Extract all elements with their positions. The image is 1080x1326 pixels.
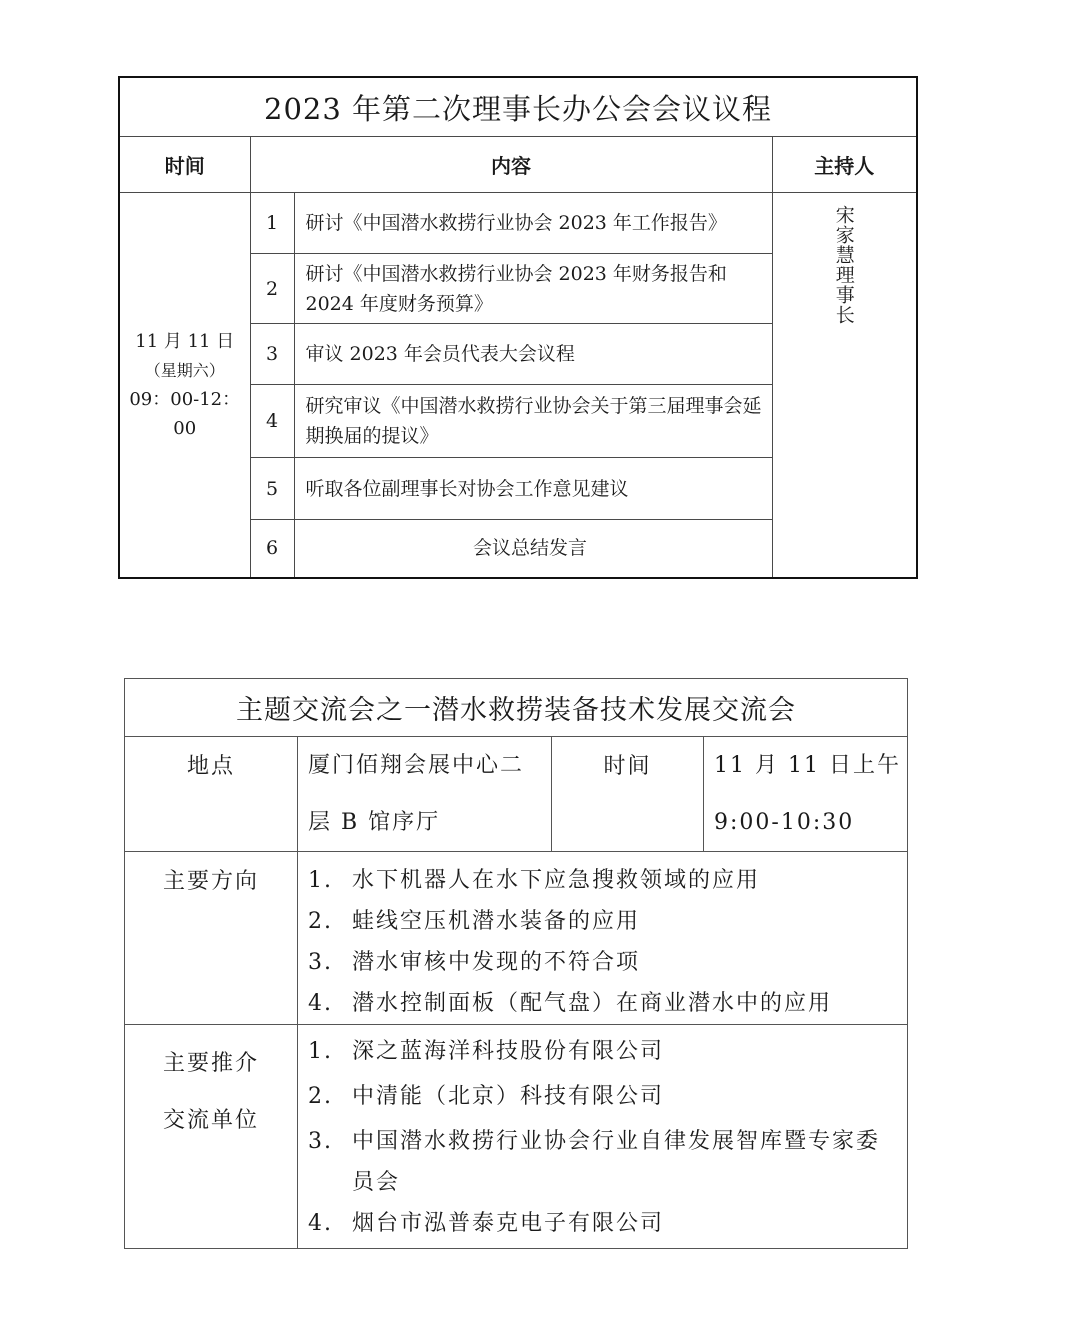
- directions-label: 主要方向: [125, 852, 298, 1025]
- list-item: 2. 蛙线空压机潜水装备的应用: [308, 909, 641, 934]
- list-item: 1. 水下机器人在水下应急搜救领域的应用: [308, 868, 761, 893]
- agenda-item-number: 5: [250, 458, 294, 520]
- meeting-date: 11 月 11 日: [135, 330, 235, 352]
- agenda-table: [118, 76, 918, 579]
- units-cell: [298, 1025, 908, 1249]
- host-cell: [772, 193, 917, 578]
- header-host: 主持人: [772, 137, 917, 193]
- list-item: 3. 潜水审核中发现的不符合项: [308, 950, 641, 975]
- header-time: 时间: [119, 137, 250, 193]
- directions-list: [298, 860, 907, 1024]
- agenda-item-text: 研究审议《中国潜水救捞行业协会关于第三届理事会延期换届的提议》: [294, 385, 772, 458]
- meeting-time-range-end: 00: [173, 417, 197, 439]
- time-label: 时间: [552, 737, 704, 852]
- agenda-item-number: 1: [250, 193, 294, 254]
- directions-cell: [298, 852, 908, 1025]
- list-item: 4. 潜水控制面板（配气盘）在商业潜水中的应用: [308, 991, 833, 1016]
- agenda-item-number: 3: [250, 324, 294, 385]
- units-label-cell: [125, 1025, 298, 1249]
- agenda-item-text: 研讨《中国潜水救捞行业协会 2023 年工作报告》: [294, 193, 772, 254]
- agenda-item-text: 审议 2023 年会员代表大会议程: [294, 324, 772, 385]
- list-item: 4. 烟台市泓普泰克电子有限公司: [308, 1211, 665, 1236]
- time-value: 11 月 11 日上午9:00-10:30: [704, 737, 908, 852]
- list-item: 1. 深之蓝海洋科技股份有限公司: [308, 1039, 665, 1064]
- agenda-title: 2023 年第二次理事长办公会会议议程: [119, 77, 917, 137]
- agenda-item-number: 4: [250, 385, 294, 458]
- location-label: 地点: [125, 737, 298, 852]
- location-value: 厦门佰翔会展中心二层 B 馆序厅: [298, 737, 552, 852]
- meeting-time-range: 09：00-12：: [129, 388, 241, 410]
- units-label: 主要推介: [162, 1051, 259, 1076]
- agenda-item-number: 2: [250, 254, 294, 324]
- exchange-table: [124, 678, 908, 1249]
- list-item: 2. 中清能（北京）科技有限公司: [308, 1084, 665, 1109]
- meeting-time-cell: [119, 193, 250, 578]
- meeting-weekday: （星期六）: [144, 360, 225, 380]
- agenda-item-text: 研讨《中国潜水救捞行业协会 2023 年财务报告和 2024 年度财务预算》: [294, 254, 772, 324]
- units-list: [298, 1031, 907, 1244]
- agenda-item-number: 6: [250, 520, 294, 578]
- units-label-second-line: 交流单位: [162, 1108, 259, 1133]
- agenda-item-text: 会议总结发言: [294, 520, 772, 578]
- host-name: 宋家慧理事长: [832, 205, 855, 325]
- list-item: 3. 中国潜水救捞行业协会行业自律发展智库暨专家委员会: [308, 1129, 881, 1195]
- header-content: 内容: [250, 137, 772, 193]
- exchange-title: 主题交流会之一潜水救捞装备技术发展交流会: [125, 679, 908, 737]
- agenda-item-text: 听取各位副理事长对协会工作意见建议: [294, 458, 772, 520]
